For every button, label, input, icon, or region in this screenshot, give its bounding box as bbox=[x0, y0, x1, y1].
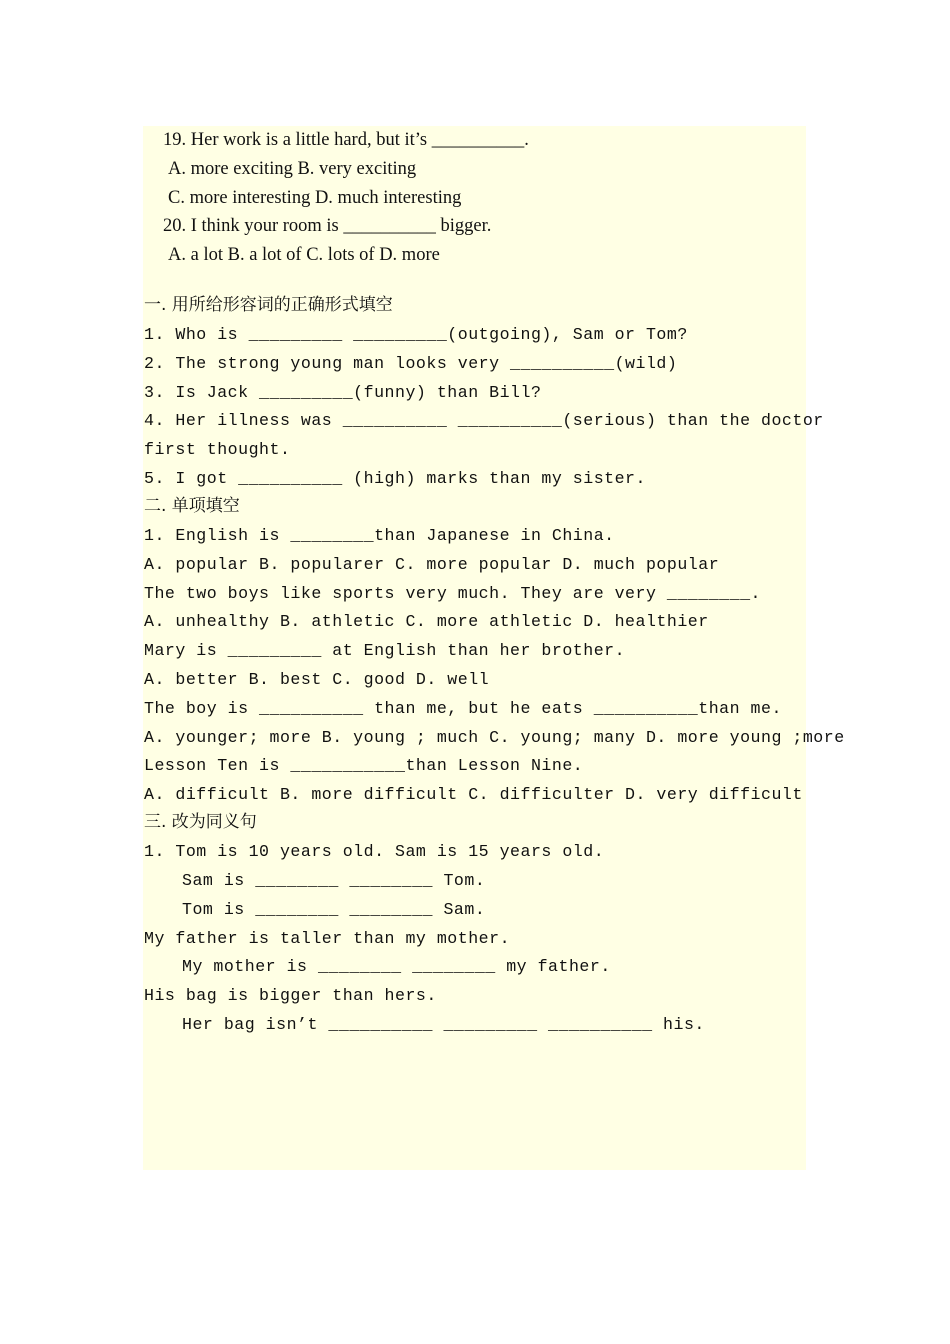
section-1-line-3: 3. Is Jack _________(funny) than Bill? bbox=[144, 383, 542, 402]
section-2-line-6: A. better B. best C. good D. well bbox=[144, 670, 490, 689]
section-3-heading: 三. 改为同义句 bbox=[144, 812, 257, 832]
section-3-line-4: My father is taller than my mother. bbox=[144, 929, 511, 948]
section-3-line-1: 1. Tom is 10 years old. Sam is 15 years old. bbox=[144, 842, 605, 861]
section-3-line-7: Her bag isn’t __________ _________ __________ his. bbox=[182, 1015, 705, 1034]
question-19-options-ab: A. more exciting B. very exciting bbox=[168, 159, 417, 179]
section-1-line-4-cont: first thought. bbox=[144, 440, 291, 459]
section-3-line-3: Tom is ________ ________ Sam. bbox=[182, 900, 486, 919]
section-2-line-9: Lesson Ten is ___________than Lesson Nine. bbox=[144, 756, 584, 775]
section-2-line-7: The boy is __________ than me, but he eats __________than me. bbox=[144, 699, 782, 718]
section-2-line-2: A. popular B. popularer C. more popular D. much popular bbox=[144, 555, 720, 574]
section-2-line-10: A. difficult B. more difficult C. difficulter D. very difficult bbox=[144, 785, 803, 804]
section-2-line-5: Mary is _________ at English than her brother. bbox=[144, 641, 626, 660]
section-1-line-1: 1. Who is _________ _________(outgoing), Sam or Tom? bbox=[144, 325, 688, 344]
section-2-line-8: A. younger; more B. young ; much C. young; many D. more young ;more bbox=[144, 728, 845, 747]
section-3-line-5: My mother is ________ ________ my father. bbox=[182, 957, 611, 976]
section-2-heading: 二. 单项填空 bbox=[144, 496, 240, 516]
section-2-line-3: The two boys like sports very much. They are very ________. bbox=[144, 584, 762, 603]
question-20: 20. I think your room is __________ bigger. bbox=[163, 216, 492, 236]
section-2-line-4: A. unhealthy B. athletic C. more athletic D. healthier bbox=[144, 612, 709, 631]
question-19-options-cd: C. more interesting D. much interesting bbox=[168, 188, 462, 208]
section-3-line-2: Sam is ________ ________ Tom. bbox=[182, 871, 486, 890]
section-2-line-1: 1. English is ________than Japanese in China. bbox=[144, 526, 615, 545]
section-1-heading: 一. 用所给形容词的正确形式填空 bbox=[144, 295, 393, 315]
question-20-options: A. a lot B. a lot of C. lots of D. more bbox=[168, 245, 440, 265]
section-1-line-4: 4. Her illness was __________ __________(serious) than the doctor bbox=[144, 411, 824, 430]
section-1-line-2: 2. The strong young man looks very __________(wild) bbox=[144, 354, 678, 373]
section-1-line-5: 5. I got __________ (high) marks than my sister. bbox=[144, 469, 646, 488]
question-19: 19. Her work is a little hard, but it’s __________. bbox=[163, 130, 529, 150]
section-3-line-6: His bag is bigger than hers. bbox=[144, 986, 437, 1005]
